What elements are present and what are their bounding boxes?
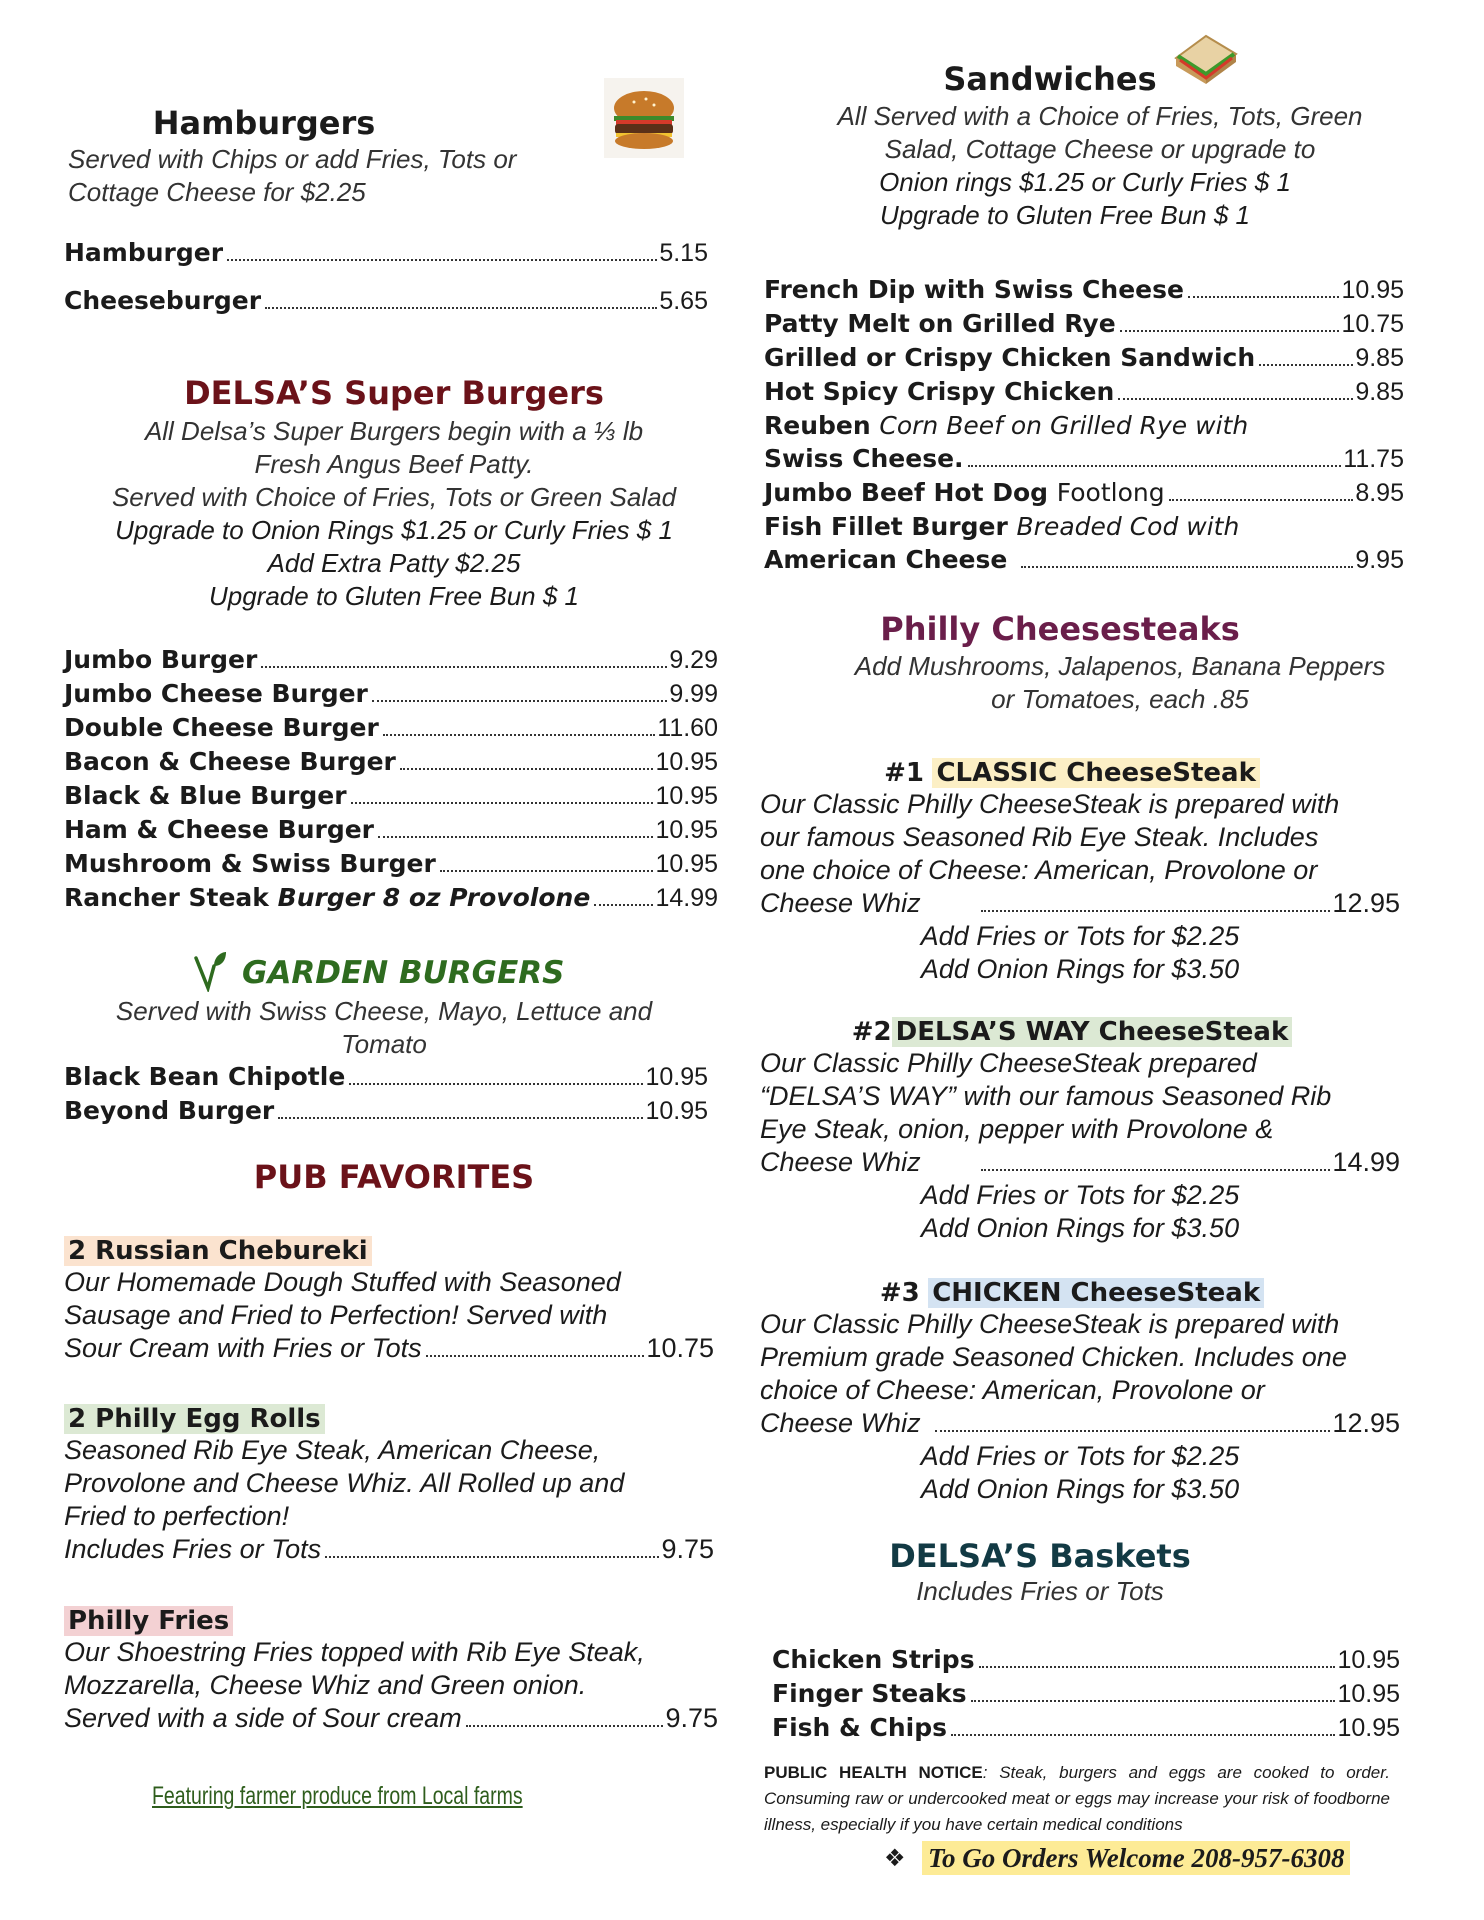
dot-leader: [1120, 330, 1340, 332]
desc-line: our famous Seasoned Rib Eye Steak. Includes: [760, 822, 1319, 852]
desc-line: Cheese Whiz: [760, 1147, 921, 1177]
hamburgers-desc-line: Served with Chips or add Fries, Tots or: [68, 144, 517, 174]
item-name: Chicken Strips: [772, 1645, 975, 1674]
desc-line: Premium grade Seasoned Chicken. Includes one: [760, 1342, 1347, 1372]
item-price: 10.75: [646, 1333, 714, 1363]
garden-desc: [64, 995, 704, 1061]
hamburgers-desc-line: Cottage Cheese for $2.25: [68, 177, 366, 207]
baskets-title: DELSA’S Baskets: [889, 1537, 1191, 1575]
menu-item: [64, 677, 718, 711]
dot-leader: [968, 465, 1342, 467]
item-subtitle: Burger 8 oz Provolone: [277, 883, 591, 912]
dot-leader: [466, 1725, 664, 1727]
dot-leader: [981, 1169, 1331, 1171]
item-name: Hamburger: [64, 238, 224, 267]
item-price: 10.95: [645, 1063, 708, 1091]
menu-item: [764, 341, 1404, 375]
item-price: 9.85: [1355, 344, 1404, 372]
bullet-icon: ❖: [884, 1845, 906, 1872]
item-subtitle: Corn Beef on Grilled Rye with: [879, 411, 1249, 440]
menu-item-fish: [764, 510, 1404, 543]
addon-line: Add Onion Rings for $3.50: [920, 1213, 1240, 1243]
item-price: 10.95: [655, 816, 718, 844]
public-health-notice: [764, 1760, 1390, 1838]
item-name: Black & Blue Burger: [64, 781, 347, 810]
pub-item-name: 2 Russian Chebureki: [64, 1236, 372, 1266]
item-price: 14.99: [655, 884, 718, 912]
item-subtitle: Breaded Cod with: [1016, 512, 1240, 541]
desc-line: Our Classic Philly CheeseSteak prepared: [760, 1048, 1257, 1078]
menu-item-reuben-line2: [764, 442, 1404, 476]
desc-line: Our Homemade Dough Stuffed with Seasoned: [64, 1267, 621, 1297]
steak-desc: [760, 1308, 1420, 1506]
item-price: 9.29: [669, 646, 718, 674]
pub-item-name: Philly Fries: [64, 1606, 233, 1636]
menu-item: [64, 881, 718, 915]
baskets-desc: Includes Fries or Tots: [916, 1576, 1164, 1606]
dot-leader: [979, 1666, 1336, 1668]
menu-item: [64, 779, 718, 813]
item-price: 10.95: [645, 1097, 708, 1125]
item-price: 9.95: [1355, 546, 1404, 574]
desc-line: Fried to perfection!: [64, 1501, 290, 1531]
notice-text: : Steak, burgers and eggs are cooked to order. Consuming raw or undercooked meat or eggs may increase your risk of foodborne illness, especially if you have certain medical conditions: [764, 1763, 1390, 1834]
hamburgers-title: Hamburgers: [152, 104, 376, 142]
item-subtitle: Swiss Cheese.: [764, 444, 964, 473]
menu-item: [772, 1711, 1400, 1745]
item-price: 12.95: [1332, 888, 1400, 918]
philly-desc-line: Add Mushrooms, Jalapenos, Banana Peppers: [854, 651, 1386, 681]
desc-line: Includes Fries or Tots: [64, 1534, 322, 1564]
desc-line: Mozzarella, Cheese Whiz and Green onion.: [64, 1670, 587, 1700]
item-name: Black Bean Chipotle: [64, 1062, 346, 1091]
item-price: 10.95: [655, 748, 718, 776]
menu-item: [764, 307, 1404, 341]
super-burgers-list: [64, 643, 718, 915]
dot-leader: [372, 700, 667, 702]
desc-line: choice of Cheese: American, Provolone or: [760, 1375, 1265, 1405]
desc-line: Our Classic Philly CheeseSteak is prepared with: [760, 1309, 1340, 1339]
item-name: Beyond Burger: [64, 1096, 275, 1125]
menu-item-fish-line2: [764, 543, 1404, 577]
dot-leader: [400, 768, 654, 770]
item-price: 10.95: [1337, 1646, 1400, 1674]
local-farms-footer: Featuring farmer produce from Local farms: [152, 1782, 523, 1810]
desc-line: Cheese Whiz: [760, 1408, 921, 1438]
steak-name: CLASSIC CheeseSteak: [932, 758, 1259, 788]
addon-line: Add Onion Rings for $3.50: [920, 1474, 1240, 1504]
steak-number: #3: [879, 1278, 920, 1308]
super-burgers-title: DELSA’S Super Burgers: [184, 374, 604, 412]
item-price: 5.65: [659, 287, 708, 315]
menu-item: [64, 745, 718, 779]
dot-leader: [440, 870, 654, 872]
item-price: 10.95: [1341, 276, 1404, 304]
super-burgers-desc-line: Served with Choice of Fries, Tots or Green Salad: [111, 482, 677, 512]
item-name: Cheeseburger: [64, 286, 262, 315]
item-name: Grilled or Crispy Chicken Sandwich: [764, 343, 1256, 372]
dot-leader: [325, 1556, 659, 1558]
dot-leader: [594, 904, 653, 906]
item-name: Double Cheese Burger: [64, 713, 379, 742]
menu-item: [772, 1643, 1400, 1677]
item-name: Reuben: [764, 411, 871, 440]
item-price: 12.95: [1332, 1408, 1400, 1438]
dot-leader: [378, 836, 653, 838]
philly-desc-line: or Tomatoes, each .85: [991, 684, 1249, 714]
super-burgers-desc-line: Upgrade to Gluten Free Bun $ 1: [208, 581, 579, 611]
pub-item: [64, 1236, 714, 1365]
garden-burgers-title: GARDEN BURGERS: [242, 955, 565, 991]
desc-line: Eye Steak, onion, pepper with Provolone &: [760, 1114, 1274, 1144]
addon-line: Add Fries or Tots for $2.25: [920, 921, 1240, 951]
item-name: Jumbo Beef Hot Dog: [764, 478, 1049, 507]
menu-item-hotdog: [764, 476, 1404, 510]
desc-line: Served with a side of Sour cream: [64, 1703, 462, 1733]
steak-name: DELSA’S WAY CheeseSteak: [892, 1017, 1293, 1047]
item-price: 9.75: [661, 1534, 714, 1564]
sandwiches-desc-line: Upgrade to Gluten Free Bun $ 1: [879, 200, 1250, 230]
dot-leader: [1259, 364, 1353, 366]
dot-leader: [1118, 398, 1353, 400]
pub-item-name: 2 Philly Egg Rolls: [64, 1404, 325, 1434]
item-name: Hot Spicy Crispy Chicken: [764, 377, 1115, 406]
menu-item: [64, 813, 718, 847]
dot-leader: [351, 802, 654, 804]
dot-leader: [935, 1430, 1331, 1432]
item-price: 9.85: [1355, 378, 1404, 406]
garden-desc-line: Tomato: [341, 1029, 427, 1059]
item-price: 10.75: [1341, 310, 1404, 338]
super-burgers-desc: [64, 415, 724, 613]
addon-line: Add Fries or Tots for $2.25: [920, 1441, 1240, 1471]
sandwiches-desc-line: All Served with a Choice of Fries, Tots, Green: [837, 101, 1363, 131]
sandwiches-title: Sandwiches: [943, 60, 1157, 98]
menu-item: [64, 847, 718, 881]
super-burgers-desc-line: Upgrade to Onion Rings $1.25 or Curly Fries $ 1: [115, 515, 673, 545]
item-price: 10.95: [1337, 1714, 1400, 1742]
item-price: 9.99: [669, 680, 718, 708]
desc-line: “DELSA’S WAY” with our famous Seasoned Rib: [760, 1081, 1332, 1111]
dot-leader: [1169, 499, 1354, 501]
dot-leader: [426, 1355, 645, 1357]
menu-item: [764, 375, 1404, 409]
item-price: 10.95: [655, 782, 718, 810]
pub-item: [64, 1606, 718, 1735]
item-name: Finger Steaks: [772, 1679, 967, 1708]
sandwiches-desc-line: Salad, Cottage Cheese or upgrade to: [884, 134, 1316, 164]
steak-name: CHICKEN CheeseSteak: [928, 1278, 1264, 1308]
item-price: 14.99: [1332, 1147, 1400, 1177]
cheesesteak-1: [760, 758, 1400, 986]
hamburgers-list: [64, 236, 708, 318]
item-name: Jumbo Burger: [64, 645, 258, 674]
addon-line: Add Onion Rings for $3.50: [920, 954, 1240, 984]
item-name: Mushroom & Swiss Burger: [64, 849, 436, 878]
menu-item: [764, 273, 1404, 307]
cheesesteak-3: [760, 1278, 1420, 1506]
item-name: Rancher Steak: [64, 883, 269, 912]
dot-leader: [261, 666, 667, 668]
dot-leader: [265, 307, 657, 309]
super-burgers-desc-line: Add Extra Patty $2.25: [267, 548, 521, 578]
menu-item: [64, 236, 708, 270]
menu-item: [64, 1094, 708, 1128]
sandwiches-list: [764, 273, 1404, 577]
pub-item: [64, 1404, 714, 1566]
item-price: 10.95: [655, 850, 718, 878]
dot-leader: [1021, 566, 1353, 568]
dot-leader: [349, 1083, 643, 1085]
sandwiches-desc-line: Onion rings $1.25 or Curly Fries $ 1: [879, 167, 1291, 197]
steak-desc: [760, 1047, 1400, 1245]
to-go-orders-phone: To Go Orders Welcome 208-957-6308: [922, 1841, 1350, 1875]
desc-line: Sour Cream with Fries or Tots: [64, 1333, 422, 1363]
item-name: French Dip with Swiss Cheese: [764, 275, 1184, 304]
desc-line: one choice of Cheese: American, Provolone or: [760, 855, 1318, 885]
item-price: 10.95: [1337, 1680, 1400, 1708]
sandwiches-desc: [760, 100, 1440, 232]
item-name: Fish & Chips: [772, 1713, 948, 1742]
steak-number: #2: [851, 1017, 892, 1047]
item-subtitle: American Cheese: [764, 545, 1008, 574]
pub-favorites-title: PUB FAVORITES: [253, 1158, 535, 1196]
menu-item: [772, 1677, 1400, 1711]
dot-leader: [971, 1700, 1336, 1702]
item-subtitle: Footlong: [1056, 478, 1165, 507]
item-name: Fish Fillet Burger: [764, 512, 1008, 541]
desc-line: Our Classic Philly CheeseSteak is prepared with: [760, 789, 1340, 819]
item-price: 5.15: [659, 239, 708, 267]
notice-label: PUBLIC HEALTH NOTICE: [764, 1763, 983, 1782]
menu-item: [64, 1060, 708, 1094]
garden-desc-line: Served with Swiss Cheese, Mayo, Lettuce and: [115, 996, 653, 1026]
baskets-list: [772, 1643, 1400, 1745]
menu-item: [64, 284, 708, 318]
desc-line: Cheese Whiz: [760, 888, 921, 918]
dot-leader: [981, 910, 1331, 912]
garden-list: [64, 1060, 708, 1128]
item-name: Ham & Cheese Burger: [64, 815, 375, 844]
dot-leader: [227, 259, 657, 261]
item-name: Bacon & Cheese Burger: [64, 747, 396, 776]
menu-item-reuben: [764, 409, 1404, 442]
desc-line: Provolone and Cheese Whiz. All Rolled up and: [64, 1468, 625, 1498]
addon-line: Add Fries or Tots for $2.25: [920, 1180, 1240, 1210]
desc-line: Sausage and Fried to Perfection! Served with: [64, 1300, 608, 1330]
steak-number: #1: [884, 758, 924, 788]
item-name: Patty Melt on Grilled Rye: [764, 309, 1116, 338]
pub-item-desc: [64, 1266, 714, 1365]
dot-leader: [1188, 296, 1339, 298]
menu-item: [64, 711, 718, 745]
item-price: 8.95: [1355, 479, 1404, 507]
desc-line: Seasoned Rib Eye Steak, American Cheese,: [64, 1435, 601, 1465]
super-burgers-desc-line: Fresh Angus Beef Patty.: [254, 449, 534, 479]
philly-title: Philly Cheesesteaks: [880, 610, 1240, 648]
philly-desc: [790, 650, 1450, 716]
dot-leader: [278, 1117, 643, 1119]
dot-leader: [951, 1734, 1335, 1736]
leaf-v-icon: [192, 950, 228, 992]
menu-item: [64, 643, 718, 677]
cheesesteak-2: [760, 1017, 1400, 1245]
desc-line: Our Shoestring Fries topped with Rib Eye Steak,: [64, 1637, 645, 1667]
pub-item-desc: [64, 1434, 714, 1566]
super-burgers-desc-line: All Delsa’s Super Burgers begin with a ⅓ lb: [144, 416, 644, 446]
item-price: 11.75: [1343, 445, 1404, 473]
item-price: 11.60: [657, 714, 718, 742]
dot-leader: [383, 734, 655, 736]
hamburgers-desc: [68, 143, 668, 209]
item-name: Jumbo Cheese Burger: [64, 679, 368, 708]
steak-desc: [760, 788, 1400, 986]
pub-item-desc: [64, 1636, 718, 1735]
item-price: 9.75: [665, 1703, 718, 1733]
